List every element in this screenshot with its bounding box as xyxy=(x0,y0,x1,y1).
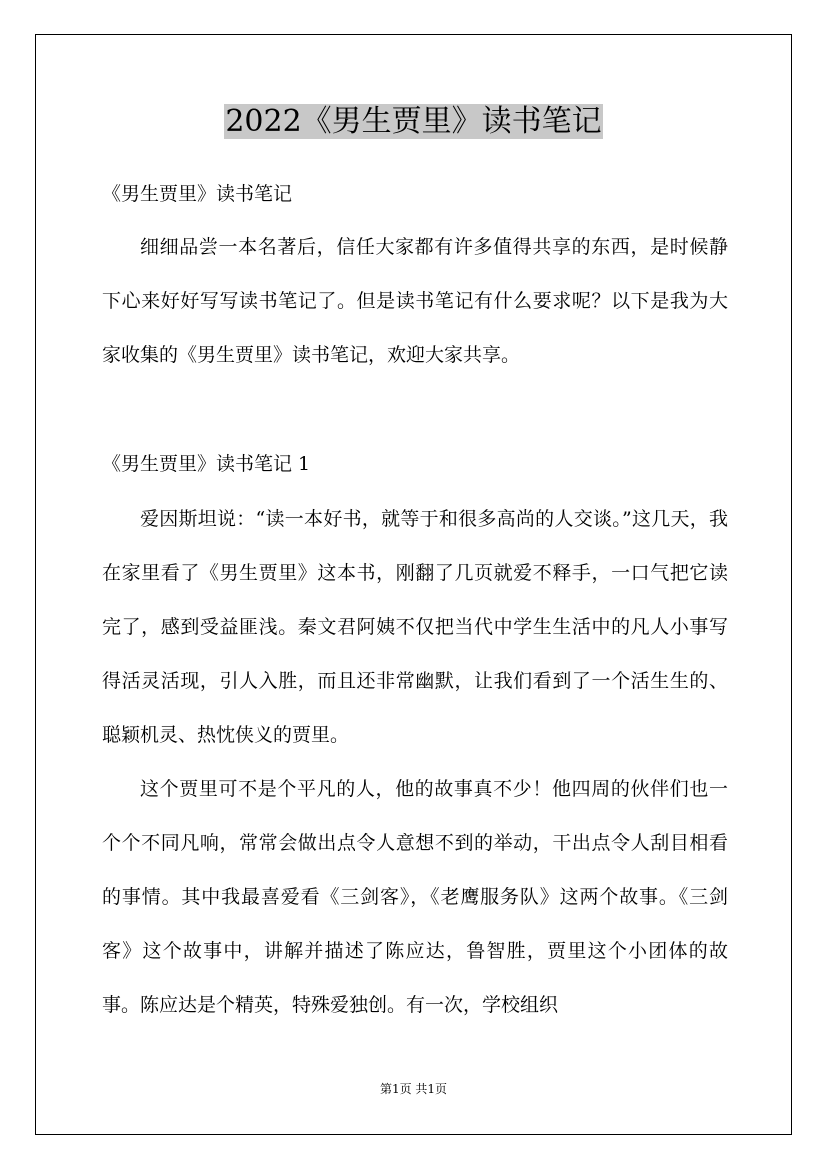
document-title xyxy=(0,101,827,142)
page-number-footer: 第1页 共1页 xyxy=(379,1082,448,1096)
section-heading: 《男生贾里》读书笔记 1 xyxy=(102,453,311,475)
intro-paragraph: 细细品尝一本名著后，信任大家都有许多值得共享的东西，是时候静下心来好好写写读书笔记了。但是读书笔记有什么要求呢？以下是我为大家收集的《男生贾里》读书笔记，欢迎大家共享。 xyxy=(102,236,728,366)
body-paragraph-1: 爱因斯坦说：“读一本好书，就等于和很多高尚的人交谈。”这几天，我在家里看了《男生贾里》这本书，刚翻了几页就爱不释手，一口气把它读完了，感到受益匪浅。秦文君阿姨不仅把当代中学生生活中的凡人小事写得活灵活现，引人入胜，而且还非常幽默，让我们看到了一个活生生的、聪颖机灵、热忱侠义的贾里。 xyxy=(102,508,728,746)
body-paragraph-2: 这个贾里可不是个平凡的人，他的故事真不少！他四周的伙伴们也一个个不同凡响，常常会做出点令人意想不到的举动，干出点令人刮目相看的事情。其中我最喜爱看《三剑客》，《老鹰服务队》这两个故事。《三剑客》这个故事中，讲解并描述了陈应达，鲁智胜，贾里这个小团体的故事。陈应达是个精英，特殊爱独创。有一次，学校组织 xyxy=(102,778,728,1016)
document-title-text: 2022《男生贾里》读书笔记 xyxy=(225,104,602,139)
document-subtitle: 《男生贾里》读书笔记 xyxy=(102,183,293,205)
